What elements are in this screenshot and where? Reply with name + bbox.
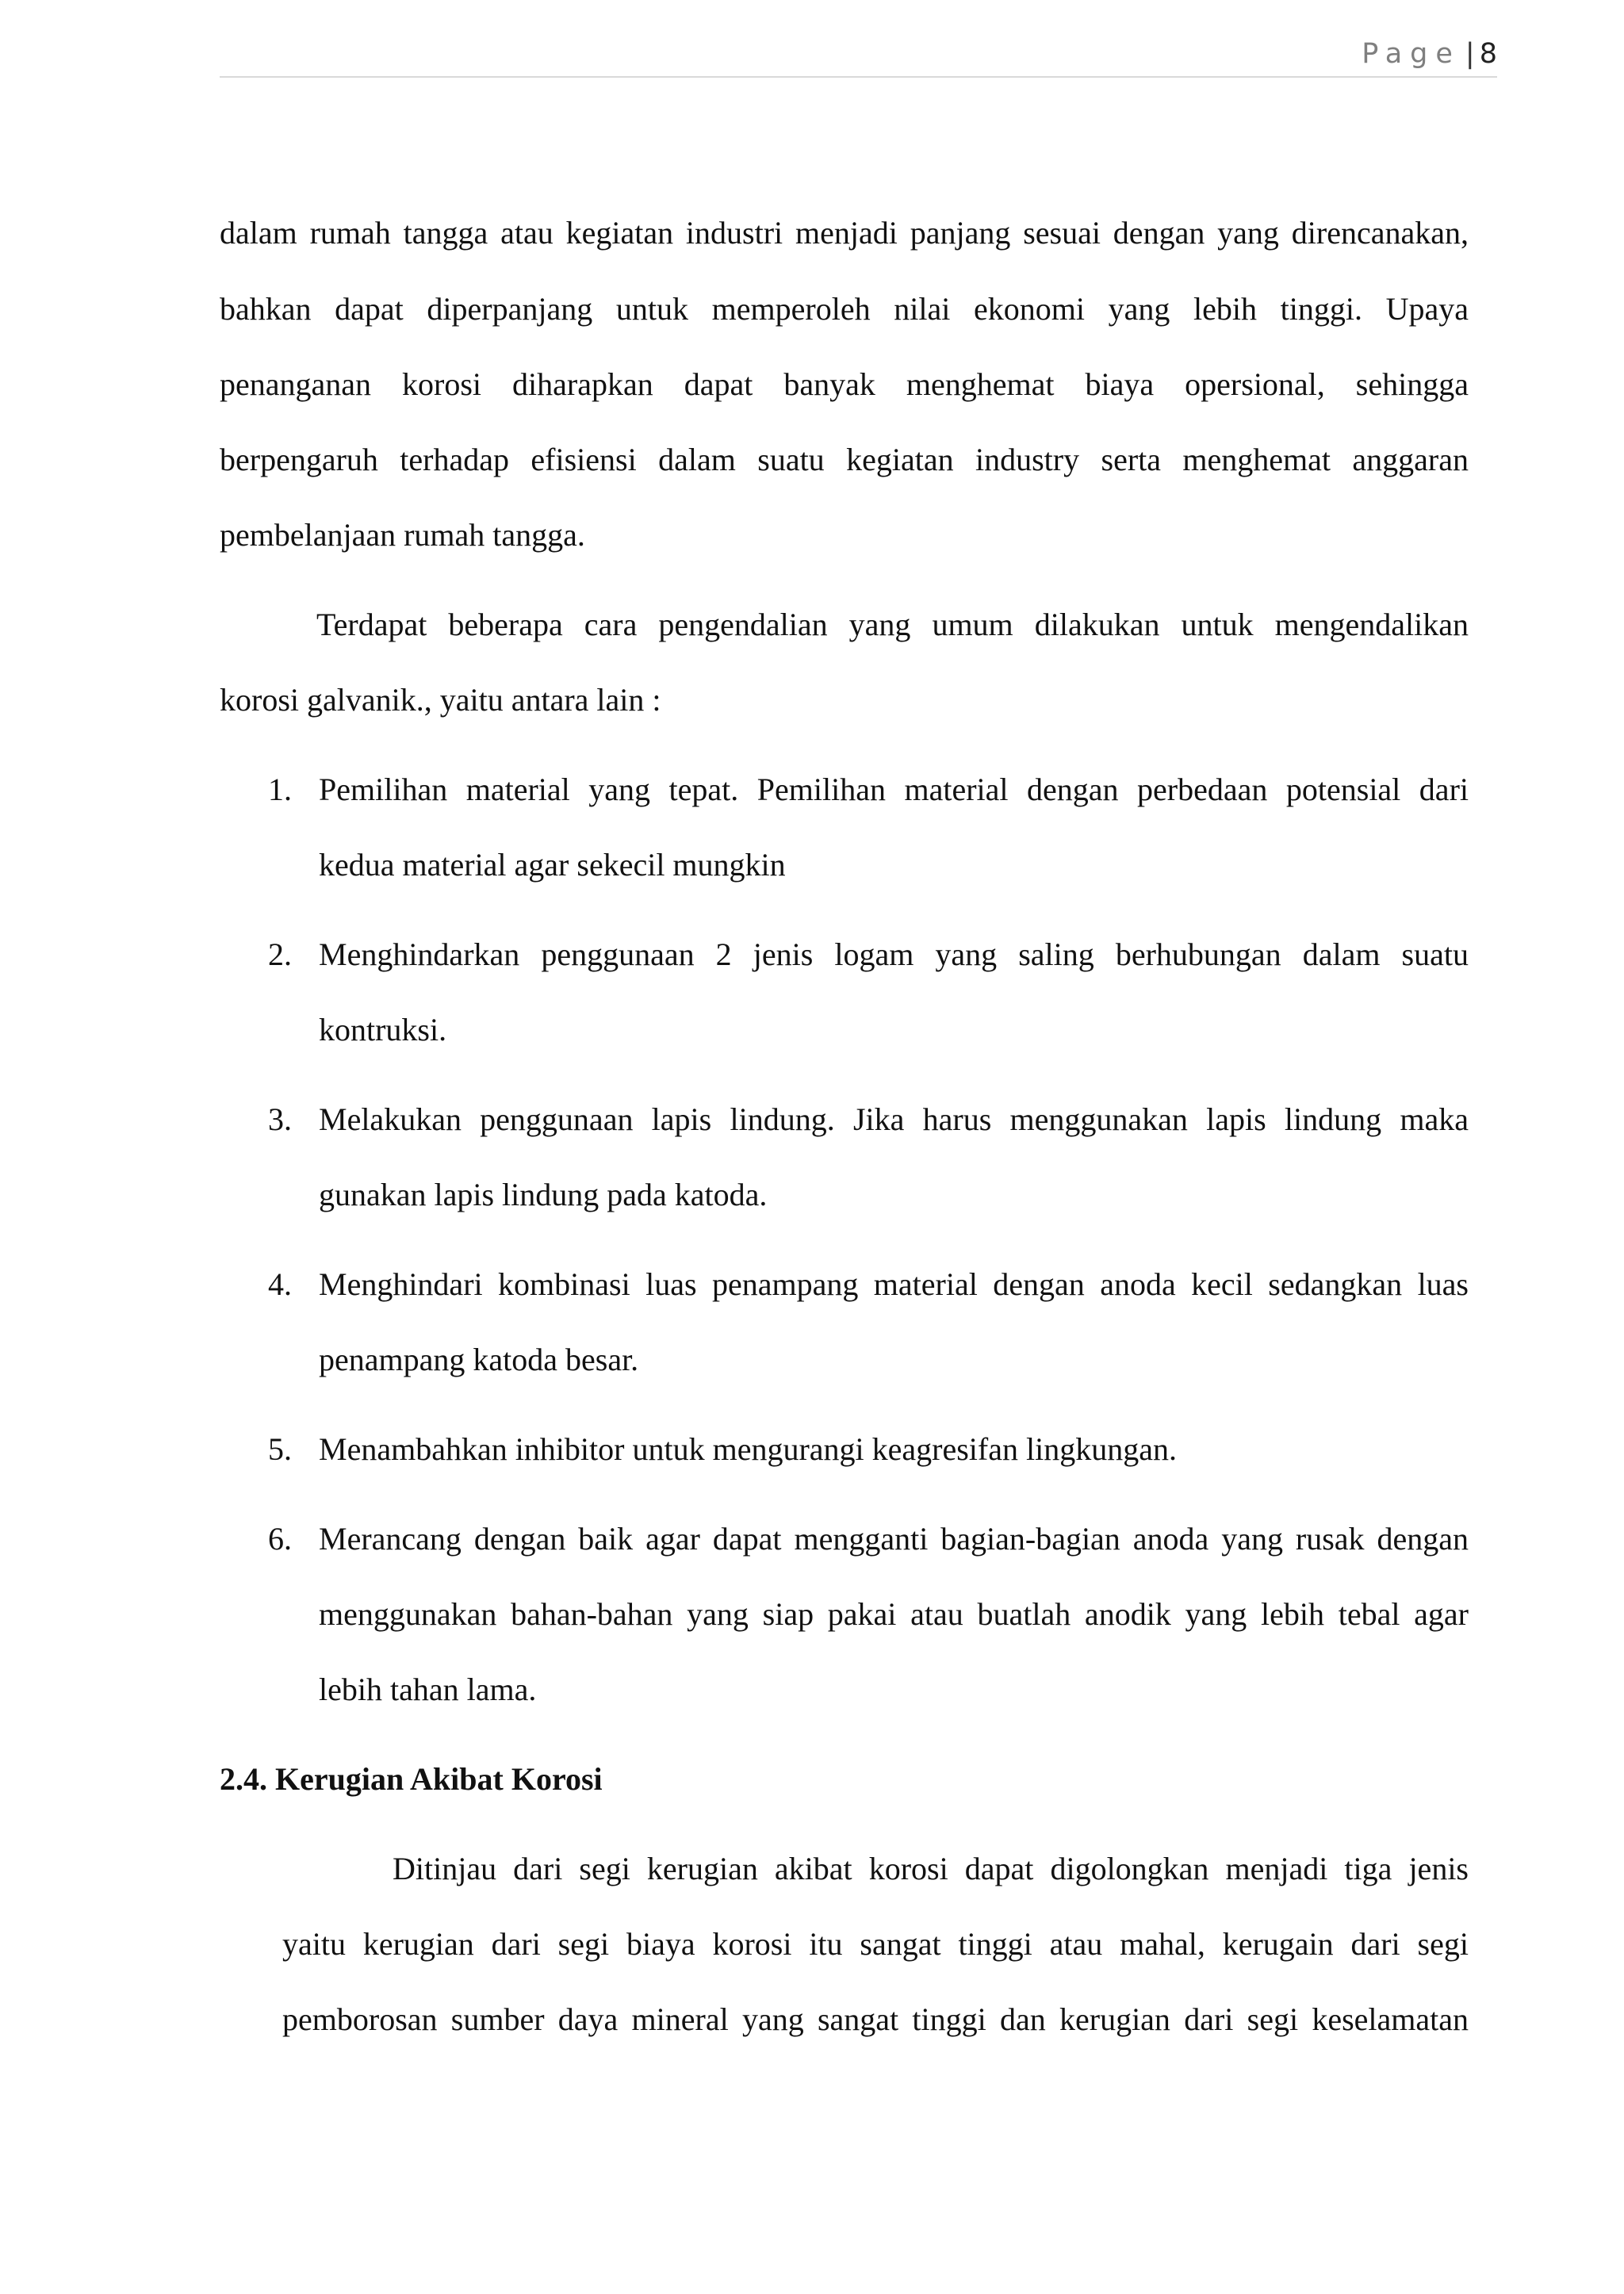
list-line: gunakan lapis lindung pada katoda. xyxy=(319,1177,768,1212)
list-number: 4. xyxy=(268,1266,292,1302)
list-line: menggunakan bahan-bahan yang siap pakai atau buatlah anodik yang lebih tebal agar xyxy=(319,1596,1469,1632)
list-line: Pemilihan material yang tepat. Pemilihan material dengan perbedaan potensial dari xyxy=(319,772,1469,807)
page-word: Page xyxy=(1362,38,1461,70)
list-number: 1. xyxy=(268,772,292,807)
list-number: 5. xyxy=(268,1431,292,1467)
list-line: Melakukan penggunaan lapis lindung. Jika harus menggunakan lapis lindung maka xyxy=(319,1101,1469,1137)
list-line: lebih tahan lama. xyxy=(319,1672,537,1707)
list-line: Menghindarkan penggunaan 2 jenis logam yang saling berhubungan dalam suatu xyxy=(319,936,1469,972)
section-heading: 2.4. Kerugian Akibat Korosi xyxy=(220,1761,603,1797)
page-separator: | xyxy=(1465,38,1475,70)
list-line: penampang katoda besar. xyxy=(319,1342,639,1377)
paragraph-line: pemborosan sumber daya mineral yang sangat tinggi dan kerugian dari segi keselamatan xyxy=(282,2001,1469,2037)
list-number: 2. xyxy=(268,936,292,972)
list-line: kontruksi. xyxy=(319,1012,447,1047)
list-number: 3. xyxy=(268,1101,292,1137)
page-number: 8 xyxy=(1479,38,1497,70)
paragraph-line: Terdapat beberapa cara pengendalian yang umum dilakukan untuk mengendalikan xyxy=(316,607,1469,642)
list-line: Menambahkan inhibitor untuk mengurangi keagresifan lingkungan. xyxy=(319,1431,1177,1467)
list-line: Menghindari kombinasi luas penampang material dengan anoda kecil sedangkan luas xyxy=(319,1266,1469,1302)
paragraph-line: pembelanjaan rumah tangga. xyxy=(220,517,585,553)
paragraph-line: berpengaruh terhadap efisiensi dalam suatu kegiatan industry serta menghemat anggaran xyxy=(220,442,1469,477)
paragraph-line: Ditinjau dari segi kerugian akibat korosi dapat digolongkan menjadi tiga jenis xyxy=(393,1851,1469,1886)
list-number: 6. xyxy=(268,1521,292,1557)
paragraph-line: dalam rumah tangga atau kegiatan industri menjadi panjang sesuai dengan yang direncanakan, xyxy=(220,215,1469,251)
paragraph-line: yaitu kerugian dari segi biaya korosi itu sangat tinggi atau mahal, kerugain dari segi xyxy=(282,1926,1469,1962)
list-line: kedua material agar sekecil mungkin xyxy=(319,847,786,883)
paragraph-line: penanganan korosi diharapkan dapat banyak menghemat biaya opersional, sehingga xyxy=(220,366,1469,402)
paragraph-line: korosi galvanik., yaitu antara lain : xyxy=(220,682,661,718)
page-number-label xyxy=(1362,38,1497,70)
paragraph-line: bahkan dapat diperpanjang untuk memperoleh nilai ekonomi yang lebih tinggi. Upaya xyxy=(220,291,1469,327)
page-header xyxy=(220,35,1497,78)
list-line: Merancang dengan baik agar dapat mengganti bagian-bagian anoda yang rusak dengan xyxy=(319,1521,1469,1557)
